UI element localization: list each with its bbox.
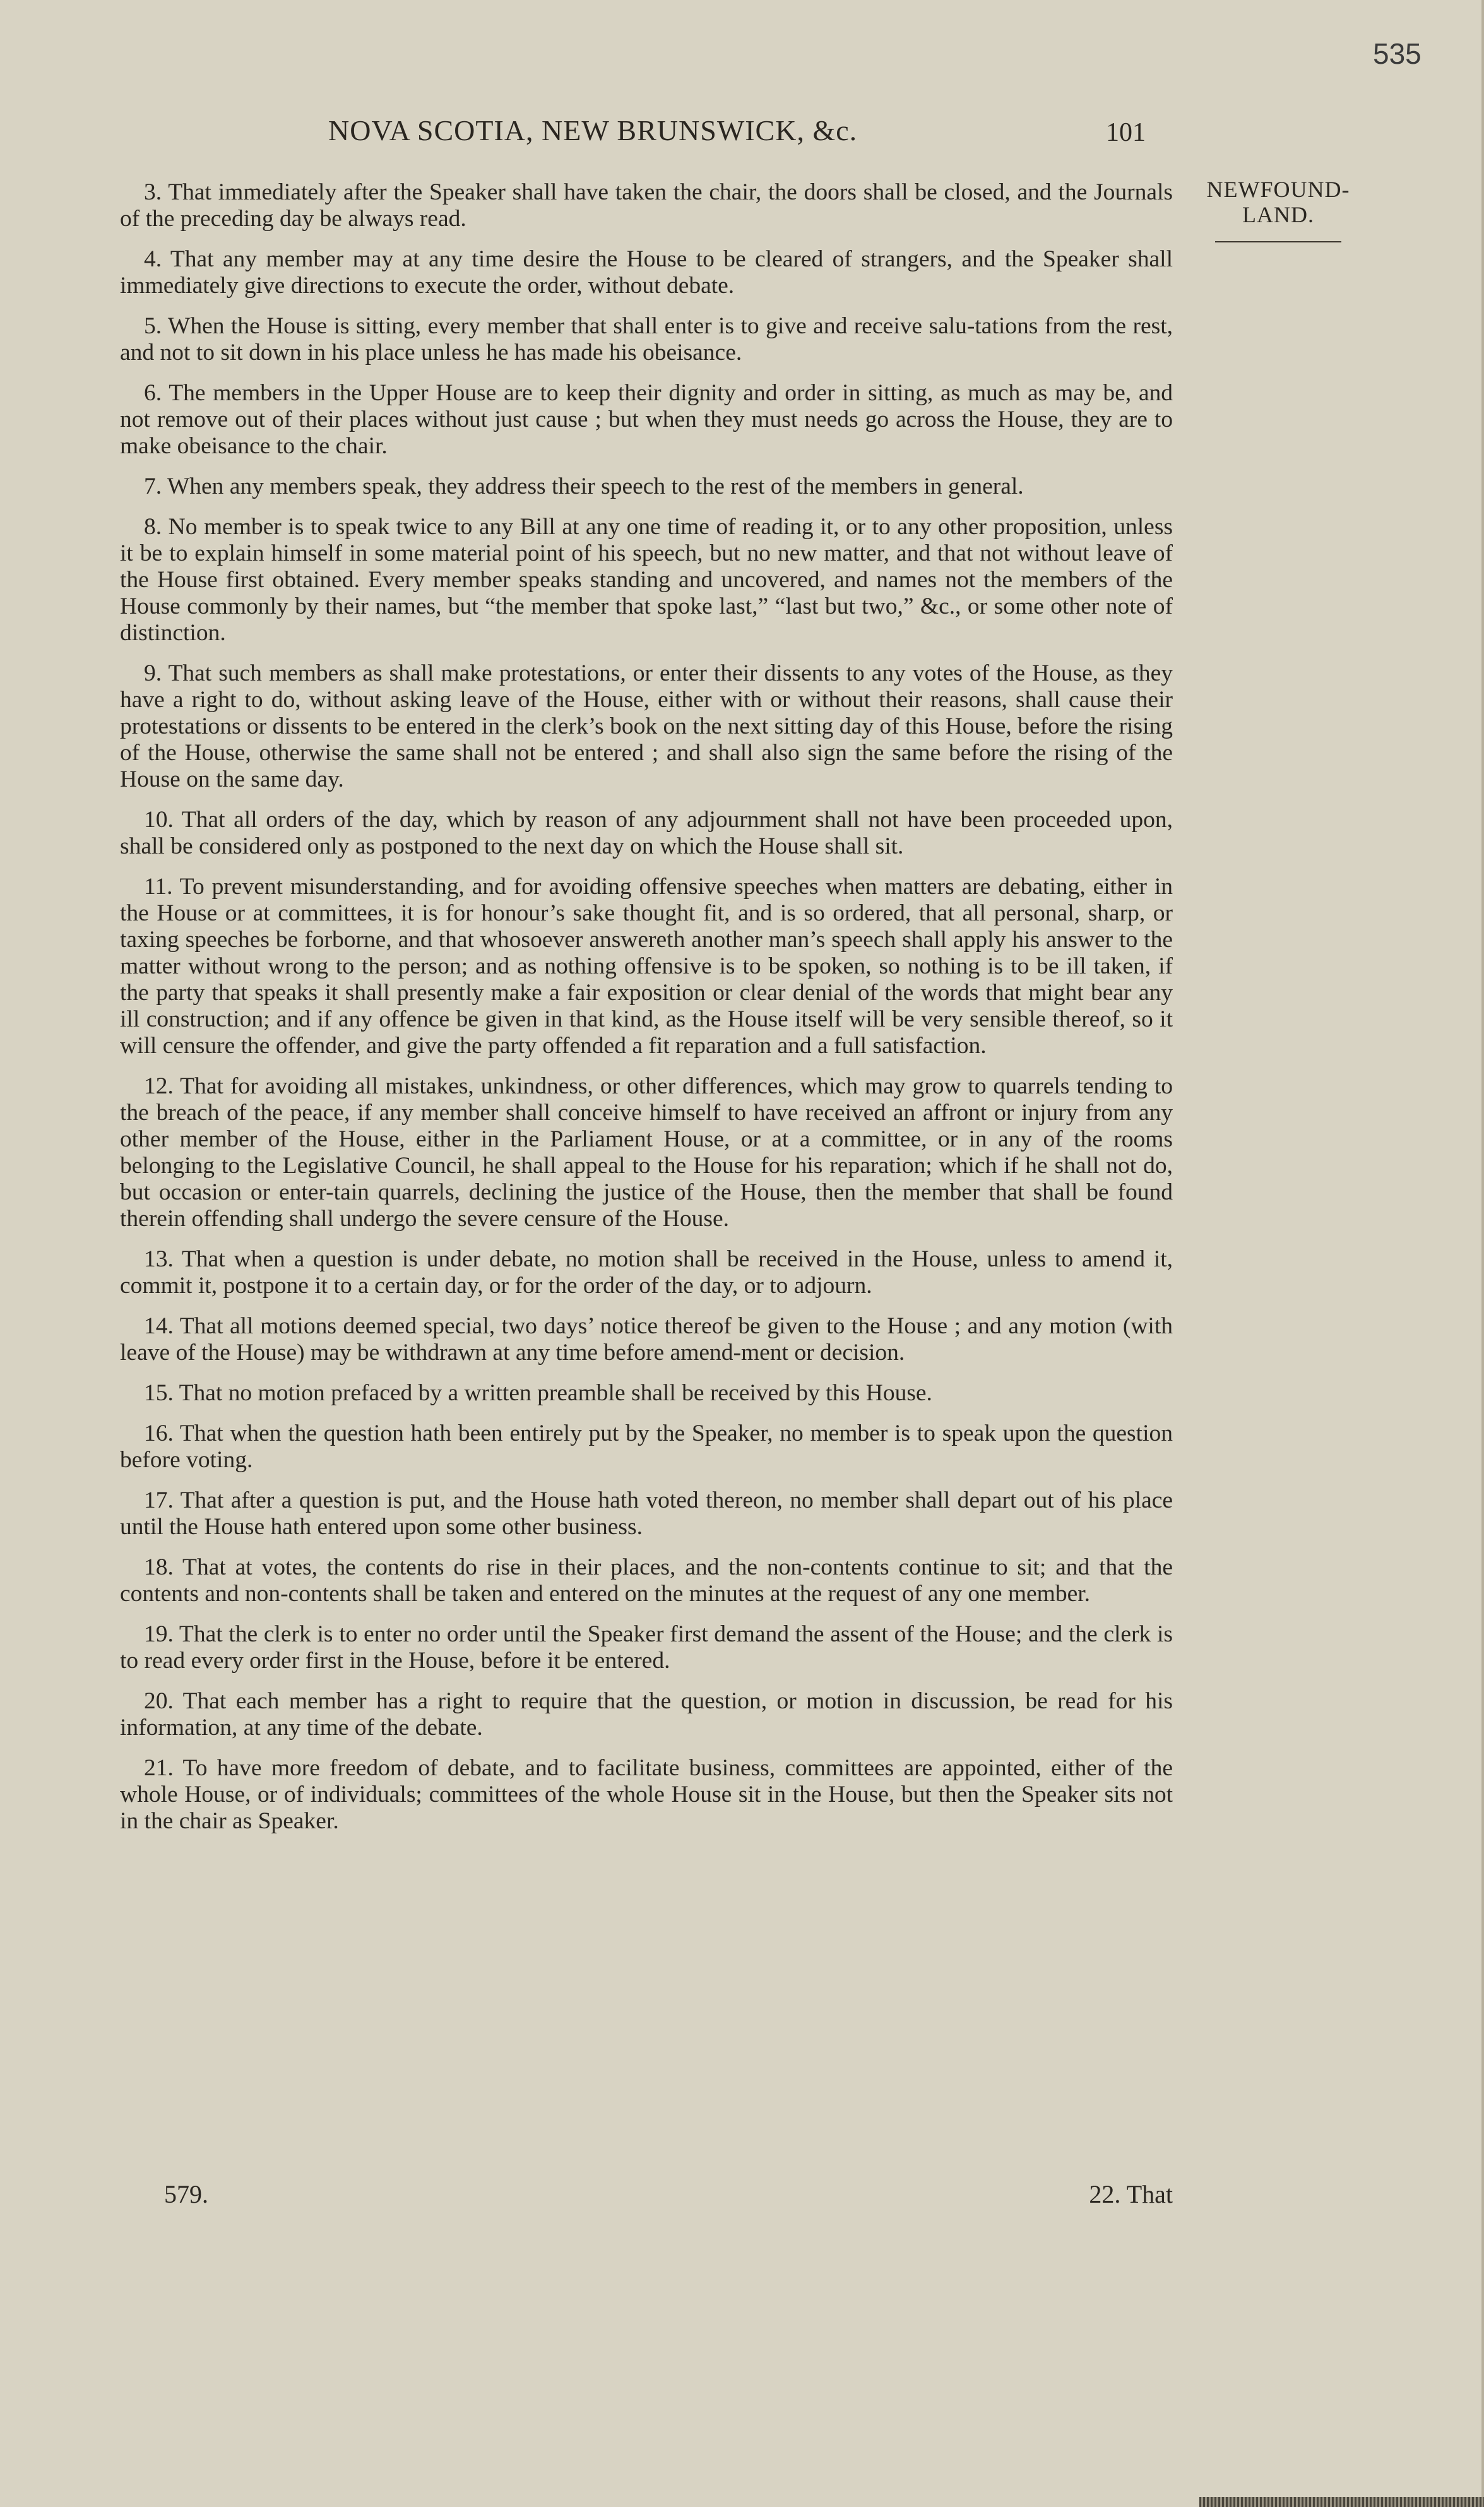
rule-paragraph — [120, 380, 1173, 460]
outer-page-number: 535 — [1373, 37, 1422, 70]
rule-paragraph — [120, 1621, 1173, 1674]
rule-text: When any members speak, they address their speech to the rest of the members in general. — [167, 473, 1024, 499]
rule-paragraph — [120, 179, 1173, 232]
rule-text: The members in the Upper House are to keep their dignity and order in sitting, as much as may be, and not remove out of their places without just cause ; but when they must needs go across the House, they are to make obeisance to the chair. — [120, 380, 1173, 459]
rule-number: 5. — [144, 313, 162, 339]
rule-number: 17. — [144, 1487, 174, 1513]
rule-paragraph — [120, 874, 1173, 1059]
rule-paragraph — [120, 1380, 1173, 1407]
rule-number: 18. — [144, 1554, 174, 1580]
rule-text: That when the question hath been entirely put by the Speaker, no member is to speak upon the question before voting. — [120, 1420, 1173, 1473]
rule-text: No member is to speak twice to any Bill at any one time of reading it, or to any other proposition, unless it be to explain himself in some material point of his speech, but no new matter, and that not without leave of the House first obtained. Every member speaks standing and uncovered, and names not the members of the House commonly by their names, but “the member that spoke last,” “last but two,” &c., or some other note of distinction. — [120, 514, 1173, 646]
rule-text: That at votes, the contents do rise in their places, and the non-contents continue to sit; and that the contents and non-contents shall be taken and entered on the minutes at the request of any one member. — [120, 1554, 1173, 1607]
rule-text: To prevent misunderstanding, and for avoiding offensive speeches when matters are debating, either in the House or at committees, it is for honour’s sake thought fit, and is so ordered, that all personal, sharp, or taxing speeches be forborne, and that whosoever answereth another man’s speech shall apply his answer to the matter without wrong to the person; and as nothing offensive is to be spoken, so nothing is to be ill taken, if the party that speaks it shall presently make a fair exposition or clear denial of the words that might bear any ill construction; and if any offence be given in that kind, as the House itself will be very sensible thereof, so it will censure the offender, and give the party offended a fit reparation and a full satisfaction. — [120, 874, 1173, 1059]
margin-note-line: NEWFOUND- — [1206, 177, 1350, 202]
rule-number: 6. — [144, 380, 162, 406]
rule-paragraph — [120, 807, 1173, 860]
signature-mark: 579. — [164, 2180, 208, 2208]
rule-number: 3. — [144, 179, 162, 205]
rule-text: When the House is sitting, every member that shall enter is to give and receive salu-tations from the rest, and not to sit down in his place unless he has made his obeisance. — [120, 313, 1173, 366]
rule-paragraph — [120, 1688, 1173, 1741]
rule-text: That all orders of the day, which by reason of any adjournment shall not have been proceeded upon, shall be considered only as postponed to the next day on which the House shall sit. — [120, 807, 1173, 859]
margin-note-line: LAND. — [1242, 202, 1314, 227]
catchword: 22. That — [1089, 2180, 1173, 2208]
rule-number: 9. — [144, 660, 162, 686]
rule-number: 19. — [144, 1621, 174, 1647]
rule-paragraph — [120, 1420, 1173, 1474]
rule-number: 8. — [144, 514, 162, 540]
page-bottom-edge — [1199, 2497, 1484, 2507]
page-edge — [1481, 0, 1484, 2507]
rule-number: 14. — [144, 1313, 174, 1339]
running-head: NOVA SCOTIA, NEW BRUNSWICK, &c. — [328, 114, 858, 146]
rule-paragraph — [120, 1755, 1173, 1835]
rule-text: That immediately after the Speaker shall have taken the chair, the doors shall be closed, and the Journals of the preceding day be always read. — [120, 179, 1173, 232]
rule-text: That any member may at any time desire the House to be cleared of strangers, and the Speaker shall immediately give directions to execute the order, without debate. — [120, 246, 1173, 299]
rule-paragraph — [120, 1554, 1173, 1607]
rule-number: 20. — [144, 1688, 174, 1714]
rule-paragraph — [120, 514, 1173, 646]
rule-paragraph — [120, 473, 1173, 500]
rule-number: 15. — [144, 1380, 174, 1406]
rule-number: 13. — [144, 1246, 174, 1272]
rule-number: 11. — [144, 874, 173, 900]
rule-number: 7. — [144, 473, 162, 499]
rule-number: 10. — [144, 807, 174, 833]
rule-paragraph — [120, 313, 1173, 366]
margin-note-rule — [1215, 241, 1341, 242]
margin-note — [1187, 177, 1370, 242]
rule-text: That each member has a right to require that the question, or motion in discussion, be read for his information, at any time of the debate. — [120, 1688, 1173, 1741]
folio-page-number: 101 — [1106, 118, 1146, 147]
rule-text: That when a question is under debate, no motion shall be received in the House, unless to amend it, commit it, postpone it to a certain day, or for the order of the day, or to adjourn. — [120, 1246, 1173, 1299]
body-text — [120, 179, 1173, 1849]
rule-paragraph — [120, 1487, 1173, 1540]
rule-paragraph — [120, 1073, 1173, 1232]
rule-paragraph — [120, 1246, 1173, 1299]
rule-text: That such members as shall make protestations, or enter their dissents to any votes of the House, as they have a right to do, without asking leave of the House, either with or without their reasons, shall cause their protestations or dissents to be entered in the clerk’s book on the next sitting day of this House, before the rising of the House, otherwise the same shall not be entered ; and shall also sign the same before the rising of the House on the same day. — [120, 660, 1173, 792]
rule-paragraph — [120, 660, 1173, 793]
rule-paragraph — [120, 1313, 1173, 1366]
rule-number: 12. — [144, 1073, 174, 1099]
rule-number: 16. — [144, 1420, 174, 1446]
rule-text: That after a question is put, and the House hath voted thereon, no member shall depart out of his place until the House hath entered upon some other business. — [120, 1487, 1173, 1540]
rule-number: 4. — [144, 246, 162, 272]
rule-number: 21. — [144, 1755, 174, 1781]
rule-text: That the clerk is to enter no order until the Speaker first demand the assent of the House; and the clerk is to read every order first in the House, before it be entered. — [120, 1621, 1173, 1674]
rule-text: That for avoiding all mistakes, unkindness, or other differences, which may grow to quarrels tending to the breach of the peace, if any member shall conceive himself to have received an affront or injury from any other member of the House, either in the Parliament House, or at a committee, or in any of the rooms belonging to the Legislative Council, he shall appeal to the House for his reparation; which if he shall not do, but occasion or enter-tain quarrels, declining the justice of the House, then the member that shall be found therein offending shall undergo the severe censure of the House. — [120, 1073, 1173, 1232]
rule-text: That all motions deemed special, two days’ notice thereof be given to the House ; and any motion (with leave of the House) may be withdrawn at any time before amend-ment or decision. — [120, 1313, 1173, 1366]
rule-text: That no motion prefaced by a written preamble shall be received by this House. — [179, 1380, 932, 1406]
rule-paragraph — [120, 246, 1173, 299]
rule-text: To have more freedom of debate, and to facilitate business, committees are appointed, either of the whole House, or of individuals; committees of the whole House sit in the House, but then the Speaker sits not in the chair as Speaker. — [120, 1755, 1173, 1834]
